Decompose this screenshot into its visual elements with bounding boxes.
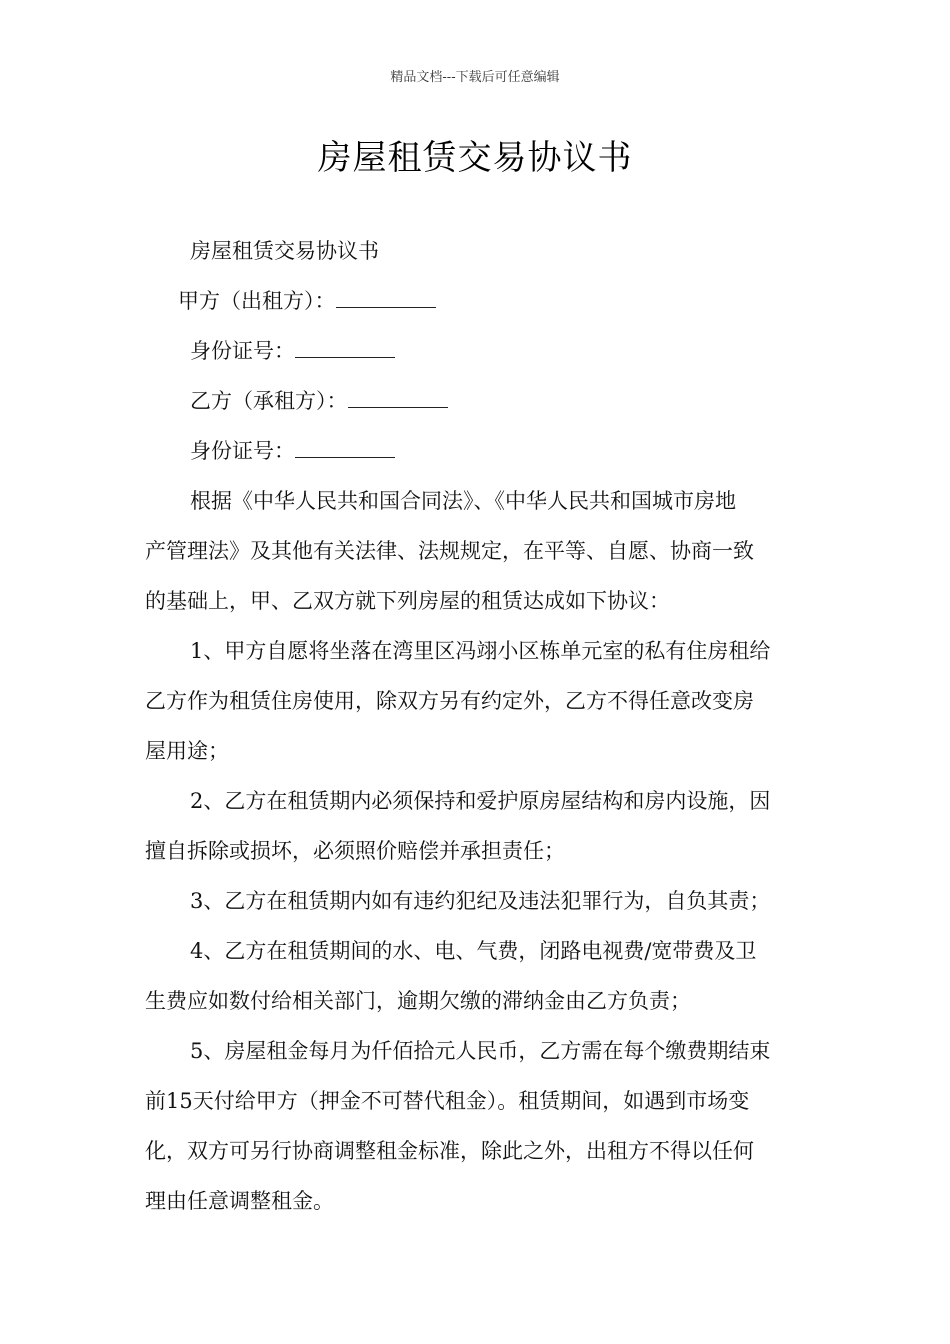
preamble-line: 产管理法》及其他有关法律、法规规定，在平等、自愿、协商一致 <box>145 539 754 563</box>
party-a-id-blank <box>295 337 395 358</box>
party-b-line <box>190 386 448 416</box>
clause-1-line: 屋用途； <box>145 739 229 763</box>
preamble-line: 根据《中华人民共和国合同法》、《中华人民共和国城市房地 <box>190 489 736 513</box>
clause-3-line: 3、乙方在租赁期内如有违约犯纪及违法犯罪行为，自负其责； <box>190 889 771 913</box>
party-a-line <box>178 286 436 316</box>
preamble-line: 的基础上，甲、乙双方就下列房屋的租赁达成如下协议： <box>145 589 670 613</box>
clause-4-line: 4、乙方在租赁期间的水、电、气费，闭路电视费/宽带费及卫 <box>190 939 757 963</box>
party-a-id-label: 身份证号： <box>190 339 295 363</box>
party-a-label: 甲方（出租方）： <box>178 289 336 313</box>
party-b-id-line <box>190 436 395 466</box>
subtitle: 房屋租赁交易协议书 <box>190 239 379 263</box>
party-b-id-blank <box>295 437 395 458</box>
party-a-id-line <box>190 336 395 366</box>
party-b-id-label: 身份证号： <box>190 439 295 463</box>
party-b-blank <box>348 387 448 408</box>
party-b-label: 乙方（承租方）： <box>190 389 348 413</box>
party-a-blank <box>336 287 436 308</box>
clause-2-line: 擅自拆除或损坏，必须照价赔偿并承担责任； <box>145 839 565 863</box>
clause-1-line: 乙方作为租赁住房使用，除双方另有约定外，乙方不得任意改变房 <box>145 689 754 713</box>
clause-5-line: 理由任意调整租金。 <box>145 1189 334 1213</box>
clause-5-line: 5、房屋租金每月为仟佰拾元人民币，乙方需在每个缴费期结束 <box>190 1039 771 1063</box>
clause-5-line: 化，双方可另行协商调整租金标准，除此之外，出租方不得以任何 <box>145 1139 754 1163</box>
clause-4-line: 生费应如数付给相关部门，逾期欠缴的滞纳金由乙方负责； <box>145 989 691 1013</box>
clause-1-line: 1、甲方自愿将坐落在湾里区冯翊小区栋单元室的私有住房租给 <box>190 639 771 663</box>
clause-5-line: 前15天付给甲方（押金不可替代租金）。租赁期间，如遇到市场变 <box>145 1089 750 1113</box>
header-note: 精品文档---下载后可任意编辑 <box>390 70 560 85</box>
clause-2-line: 2、乙方在租赁期内必须保持和爱护原房屋结构和房内设施，因 <box>190 789 771 813</box>
page-title: 房屋租赁交易协议书 <box>317 138 633 178</box>
